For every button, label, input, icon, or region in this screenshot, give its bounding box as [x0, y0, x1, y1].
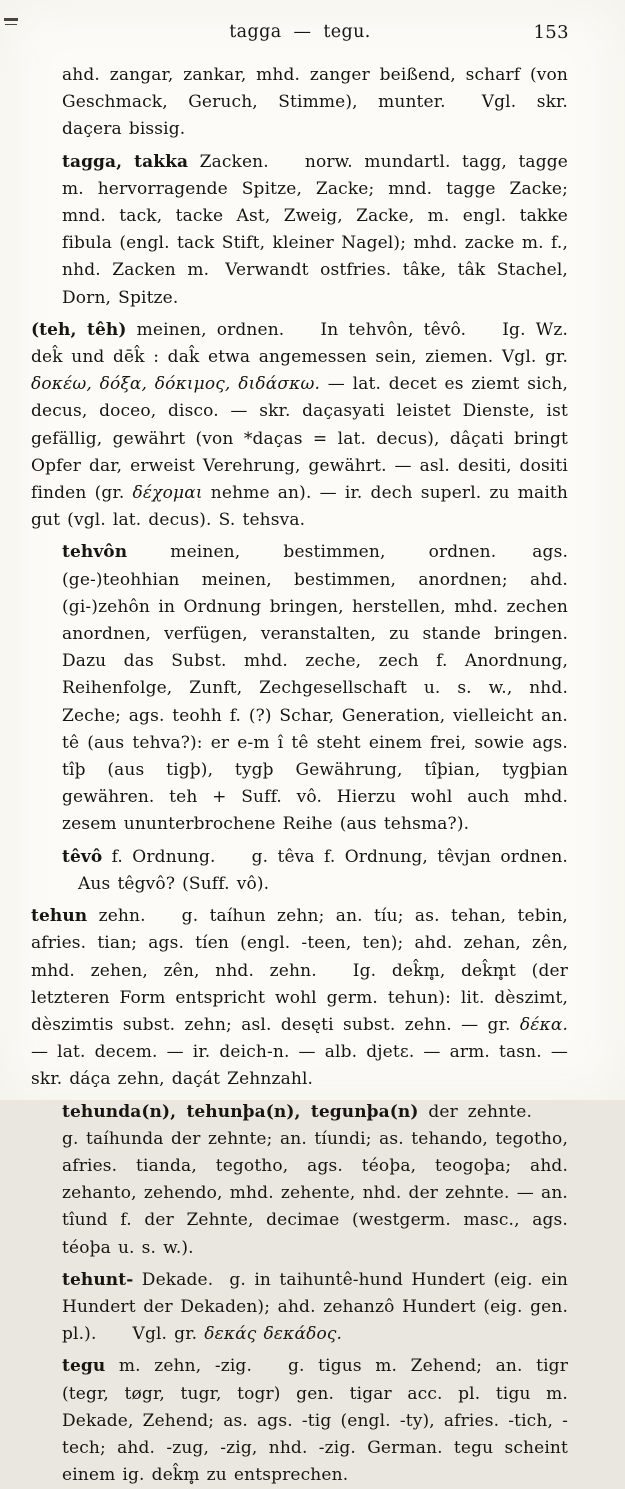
text-run: g. taíhunda der zehnte; an. tíundi; as. tehando, tegotho, afries. tianda, tegotho, ags. téoþa, teogoþa; ahd. zehanto, zehendo, mhd. zehente, nhd. der zehnte. — an. tîund f. der Zehnte, decimae (westgerm. masc., ags. téoþa u. s. w.).	[62, 1128, 568, 1258]
dictionary-entry	[62, 844, 568, 898]
text-run: g. tigus m. Zehend; an. tigr (tegr, tøgr, tugr, togr) gen. tigar acc. pl. tigu m. Dekade, Zehend; as. ags. -tig (engl. -ty), afries. -tich, -tech; ahd. -zug, -zig, nhd. -zig. German. tegu scheint einem ig. dek̂m̥ zu entsprechen.	[62, 1356, 568, 1486]
greek-text: δέκα.	[519, 1014, 568, 1035]
headword: tehvôn	[62, 542, 128, 563]
page-number: 153	[533, 22, 569, 43]
scan-edge-artifact	[4, 18, 18, 21]
headword: (teh, têh)	[31, 319, 127, 340]
text-run: ahd. zangar, zankar, mhd. zanger beißend, scharf (von Geschmack, Geruch, Stimme), munter.	[62, 65, 568, 113]
text-run: — lat. decem. — ir. deich-n. — alb. djetɛ. — arm. tasn. — skr. dáça zehn, daçát Zehnzahl.	[31, 1042, 568, 1090]
greek-text: δοκέω, δόξα, δόκιμος, διδάσκω.	[31, 374, 321, 395]
text-run: Vgl. gr.	[132, 1324, 205, 1345]
text-run: Aus têgvô? (Suff. vô).	[78, 873, 270, 894]
greek-text: δέχομαι	[132, 483, 203, 504]
running-title: tagga — tegu.	[229, 22, 371, 42]
text-run: der zehnte.	[418, 1101, 532, 1122]
dictionary-entry	[31, 317, 568, 535]
text-run: norw. mundartl. tagg, tagge m. hervorragende Spitze, Zacke; mnd. tagge Zacke; mnd. tack, tacke Ast, Zweig, Zacke, m. engl. takke fibula (engl. tack Stift, kleiner Nagel); mhd. zacke m. f., nhd. Zacken m.	[62, 151, 568, 281]
text-run: Vgl. skr. daçera bissig.	[62, 92, 568, 140]
dictionary-text-block	[31, 62, 569, 1486]
dictionary-entry	[62, 539, 568, 838]
text-run: ags. (ge-)teohhian meinen, bestimmen, anordnen; ahd. (gi-)zehôn in Ordnung bringen, herstellen, mhd. zechen anordnen, verfügen, veranstalten, zu stande bringen. Dazu das Subst. mhd. zeche, zech f. Anordnung, Reihenfolge, Zunft, Zechgesellschaft u. s. w., nhd. Zeche; ags. teohh f. (?) Schar, Generation, vielleicht an. tê (aus tehva?): er e-m î tê steht einem frei, sowie ags. tîþ (aus tigþ), tygþ Gewährung, tîþian, tygþian gewähren. teh + Suff. vô. Hierzu wohl auch mhd. zesem ununterbrochene Reihe (aus tehsma?).	[62, 542, 568, 835]
text-run: Dekade.	[133, 1269, 214, 1290]
headword: tehun	[31, 906, 88, 927]
page-header	[31, 22, 569, 48]
greek-text: δεκάς δεκάδος.	[204, 1324, 343, 1345]
dictionary-entry	[62, 62, 568, 144]
text-run: g. in taihuntê-hund Hundert (eig. ein Hundert der Dekaden); ahd. zehanzô Hundert (eig. gen. pl.).	[62, 1269, 569, 1345]
text-run: Ig. Wz. dek̂ und dēk̂ : dak̂ etwa angemessen sein, ziemen. Vgl. gr.	[31, 319, 569, 368]
text-run: zehn.	[87, 906, 146, 927]
text-run: nehme an). — ir. dech superl. zu maith gut (vgl. lat. decus). S. tehsva.	[31, 483, 569, 531]
dictionary-entry	[62, 149, 568, 312]
text-run: Ig. dek̂m̥, dek̂m̥t (der letzteren Form entspricht wohl germ. tehun): lit. dèszimt, dèszimtis subst. zehn; asl. desęti subst. zehn. — gr.	[31, 960, 568, 1035]
headword: tagga, takka	[62, 151, 189, 172]
dictionary-entry	[62, 1267, 568, 1349]
headword: tehunt-	[62, 1269, 134, 1290]
text-run: Zacken.	[188, 151, 269, 172]
text-run: f. Ordnung.	[102, 846, 216, 867]
text-run: g. taíhun zehn; an. tíu; as. tehan, tebin, afries. tian; ags. tíen (engl. -teen, ten); ahd. zehan, zên, mhd. zehen, zên, nhd. zehn.	[31, 906, 568, 981]
text-run: m. zehn, -zig.	[105, 1356, 253, 1377]
dictionary-entry	[62, 1353, 568, 1489]
dictionary-entry	[31, 903, 568, 1093]
text-run: meinen, ordnen.	[126, 319, 285, 340]
text-run: meinen, bestimmen, ordnen.	[127, 542, 497, 563]
text-run: Verwandt ostfries. tâke, tâk Stachel, Dorn, Spitze.	[62, 260, 568, 308]
text-run: g. têva f. Ordnung, têvjan ordnen.	[251, 846, 568, 867]
text-run: In tehvôn, têvô.	[320, 319, 467, 340]
text-run: — lat. decet es ziemt sich, decus, doceo, disco. — skr. daçasyati leistet Dienste, ist gefällig, gewährt (von *daças = lat. decus), dâçati bringt Opfer dar, erweist Verehrung, gewährt. — asl. desiti, dositi finden (gr.	[31, 374, 569, 504]
headword: tegu	[62, 1356, 106, 1377]
dictionary-entry	[62, 1099, 568, 1262]
headword: têvô	[62, 846, 103, 867]
headword: tehunda(n), tehunþa(n), tegunþa(n)	[62, 1101, 419, 1122]
